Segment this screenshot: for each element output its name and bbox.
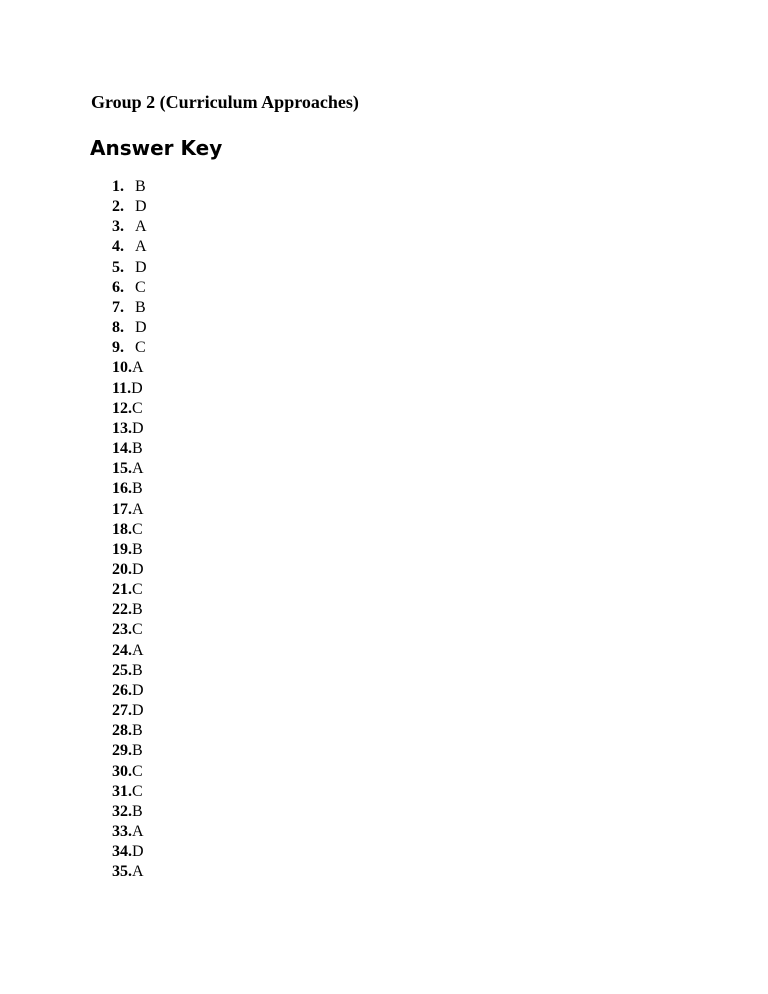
answer-letter: A [132,500,144,518]
answer-number: 21. [112,581,132,599]
answer-number: 9. [112,339,124,357]
answer-item [112,681,147,701]
answer-letter: B [135,298,146,316]
answer-number: 10. [112,359,132,377]
answer-number: 6. [112,278,124,296]
answer-key-heading: Answer Key [90,136,223,160]
answer-number: 23. [112,621,132,639]
answer-item [112,379,147,399]
answer-item [112,802,147,822]
answer-letter: D [135,319,147,337]
answer-item [112,620,147,640]
answer-letter: D [132,419,144,437]
answer-number: 30. [112,762,132,780]
answer-number: 26. [112,681,132,699]
answer-number: 2. [112,198,124,216]
answer-letter: B [132,480,143,498]
answer-letter: C [132,581,143,599]
answer-item [112,520,147,540]
answer-letter: B [132,742,143,760]
answer-number: 18. [112,520,132,538]
answer-item [112,600,147,620]
answer-letter: B [135,178,146,195]
answer-letter: A [135,238,147,256]
answer-letter: A [132,863,144,881]
answer-item [112,782,147,802]
answer-number: 15. [112,460,132,478]
answer-item [112,358,147,378]
answer-number: 27. [112,702,132,720]
answer-item [112,399,147,419]
answer-item [112,822,147,842]
answer-letter: C [132,621,143,639]
answer-letter: D [132,681,144,699]
answer-number: 16. [112,480,132,498]
answer-item [112,419,147,439]
answer-letter: B [132,440,143,458]
answer-number: 8. [112,319,124,337]
answer-number: 24. [112,641,132,659]
answer-number: 4. [112,238,124,256]
answer-item [112,278,147,298]
answer-item [112,318,147,338]
answer-letter: C [132,399,143,417]
answer-item [112,862,147,882]
page-title: Group 2 (Curriculum Approaches) [91,92,359,112]
answer-number: 32. [112,802,132,820]
answer-letter: D [131,379,143,397]
answer-number: 13. [112,419,132,437]
answer-letter: A [132,823,144,840]
answer-number: 22. [112,601,132,619]
answer-item [112,217,147,237]
answer-letter: C [132,520,143,538]
answer-number: 35. [112,863,132,881]
answer-item [112,258,147,278]
answer-item [112,197,147,217]
answer-number: 29. [112,742,132,760]
answer-item [112,580,147,600]
answer-number: 3. [112,218,124,236]
answer-item [112,500,147,520]
answer-list [112,177,147,882]
answer-item [112,842,147,862]
answer-number: 20. [112,560,132,578]
answer-number: 34. [112,843,132,861]
answer-number: 25. [112,661,132,679]
answer-item [112,459,147,479]
answer-letter: D [132,702,144,720]
answer-number: 33. [112,823,132,840]
answer-letter: C [132,762,143,780]
answer-letter: D [132,843,144,861]
answer-item [112,741,147,761]
answer-letter: D [135,258,147,276]
answer-letter: B [132,661,143,679]
answer-number: 7. [112,298,124,316]
answer-letter: A [132,641,144,659]
answer-number: 5. [112,258,124,276]
answer-letter: C [135,278,146,296]
answer-letter: C [135,339,146,357]
answer-letter: B [132,802,143,820]
answer-number: 14. [112,440,132,458]
answer-number: 28. [112,722,132,740]
answer-letter: B [132,601,143,619]
answer-number: 11. [112,379,132,397]
answer-item [112,721,147,741]
answer-number: 31. [112,782,132,800]
answer-item [112,661,147,681]
answer-item [112,439,147,459]
answer-number: 1. [112,178,124,195]
answer-letter: C [132,782,143,800]
answer-item [112,540,147,560]
answer-item [112,338,147,358]
answer-item [112,479,147,499]
answer-item [112,560,147,580]
answer-number: 17. [112,500,132,518]
answer-number: 12. [112,399,132,417]
answer-item [112,177,147,197]
answer-letter: A [135,218,147,236]
answer-letter: B [132,540,143,558]
answer-item [112,762,147,782]
answer-letter: A [132,359,144,377]
answer-item [112,298,147,318]
answer-letter: B [132,722,143,740]
answer-letter: D [135,198,147,216]
answer-letter: D [132,560,144,578]
answer-item [112,237,147,257]
answer-letter: A [132,460,144,478]
answer-number: 19. [112,540,132,558]
answer-item [112,641,147,661]
answer-item [112,701,147,721]
